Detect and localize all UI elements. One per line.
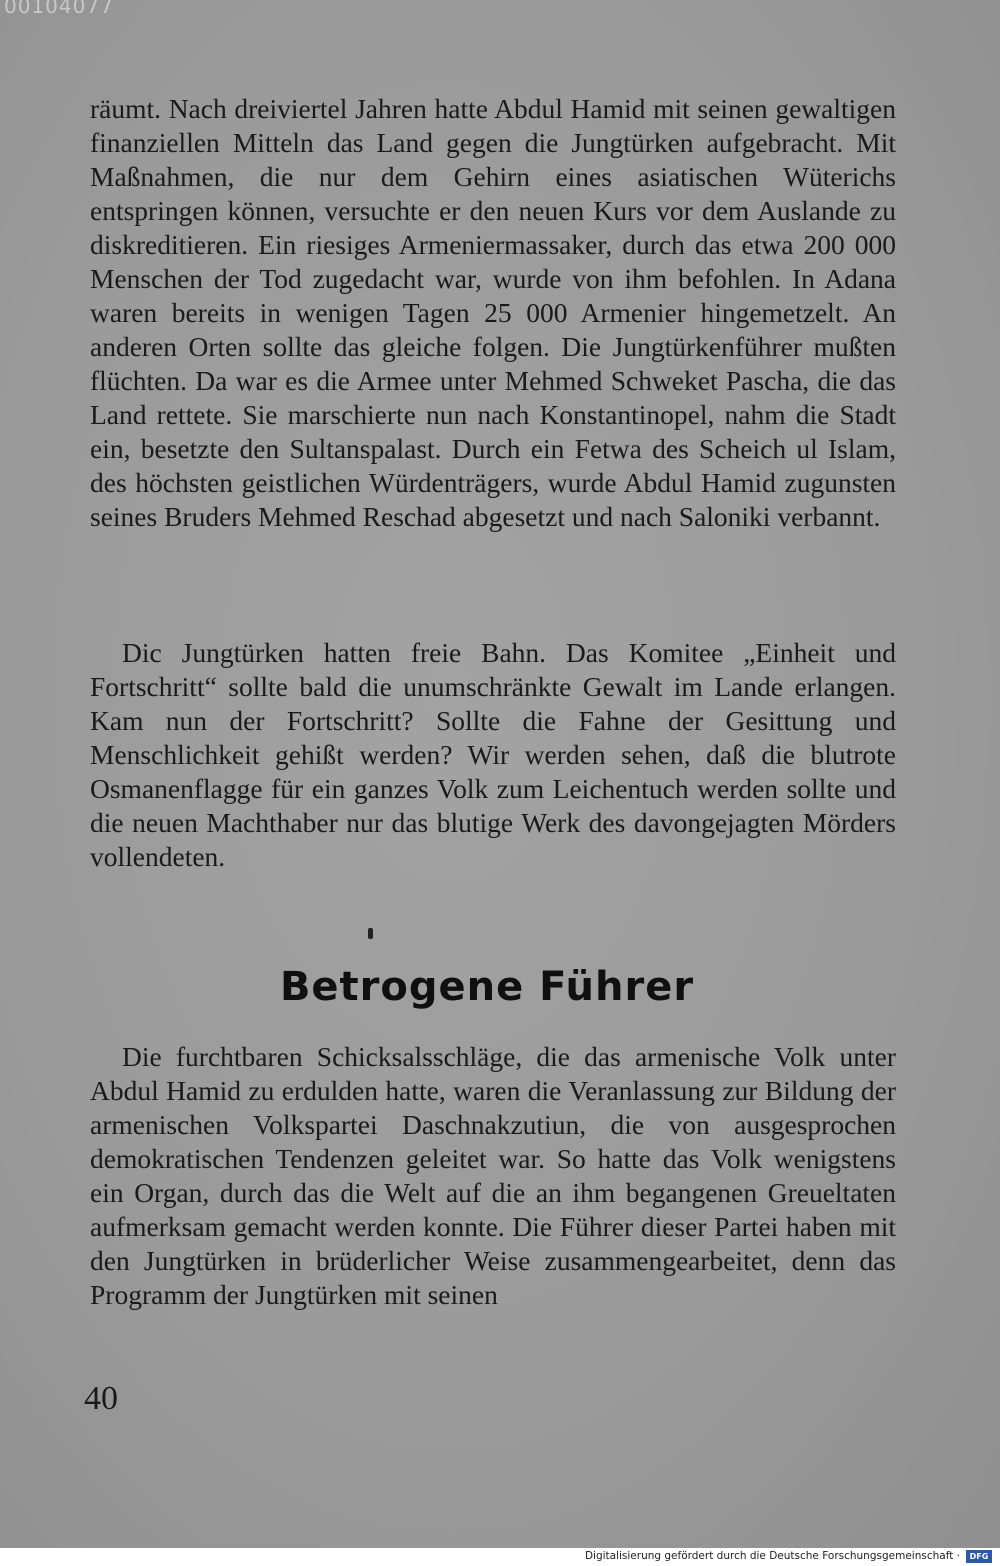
dfg-logo-icon: DFG (966, 1550, 992, 1563)
scan-reference-number: 00104077 (4, 0, 114, 18)
footer-credit: Digitalisierung gefördert durch die Deutsche Forschungsgemeinschaft · (584, 1550, 960, 1562)
paragraph-text: räumt. Nach dreiviertel Jahren hatte Abdul Hamid mit seinen gewaltigen finanziellen Mitteln das Land gegen die Jungtürken aufgebracht. Mit Maßnahmen, die nur dem Gehirn eines asiatischen Wüterichs entspringen können, versuchte er den neuen Kurs vor dem Auslande zu diskreditieren. Ein riesiges Armeniermassaker, durch das etwa 200 000 Menschen der Tod zugedacht war, wurde von ihm befohlen. In Adana waren bereits in wenigen Tagen 25 000 Armenier hingemetzelt. An anderen Orten sollte das gleiche folgen. Die Jungtürkenführer mußten flüchten. Da war es die Armee unter Mehmed Schweket Pascha, die das Land rettete. Sie marschierte nun nach Konstantinopel, nahm die Stadt ein, besetzte den Sultanspalast. Durch ein Fetwa des Scheich ul Islam, des höchsten geistlichen Würdenträgers, wurde Abdul Hamid zugunsten seines Bruders Mehmed Reschad abgesetzt und nach Saloniki verbannt. (90, 93, 896, 532)
footer-bar (0, 1548, 1000, 1566)
page-number: 40 (84, 1380, 118, 1417)
section-heading: Betrogene Führer (279, 964, 695, 1010)
paragraph-2 (90, 636, 896, 874)
paragraph-text: Dic Jungtürken hatten freie Bahn. Das Komitee „Einheit und Fortschritt“ sollte bald die unumschränkte Gewalt im Lande erlangen. Kam nun der Fortschritt? Sollte die Fahne der Gesittung und Menschlichkeit gehißt werden? Wir werden sehen, daß die blutrote Osmanenflagge für ein ganzes Volk zum Leichentuch werden sollte und die neuen Machthaber nur das blutige Werk des davongejagten Mörders vollendeten. (90, 637, 896, 872)
paragraph-text: Die furchtbaren Schicksalsschläge, die das armenische Volk unter Abdul Hamid zu erdulden hatte, waren die Veranlassung zur Bildung der armenischen Volkspartei Daschnakzutiun, die von ausgesprochen demokratischen Tendenzen geleitet war. So hatte das Volk wenigstens ein Organ, durch das die Welt auf die an ihm begangenen Greueltaten aufmerksam gemacht werden konnte. Die Führer dieser Partei haben mit den Jungtürken in brüderlicher Weise zusammengearbeitet, denn das Programm der Jungtürken mit seinen (90, 1041, 896, 1310)
paragraph-3 (90, 1040, 896, 1312)
paragraph-1 (90, 92, 896, 534)
ornament-dot (368, 928, 373, 939)
